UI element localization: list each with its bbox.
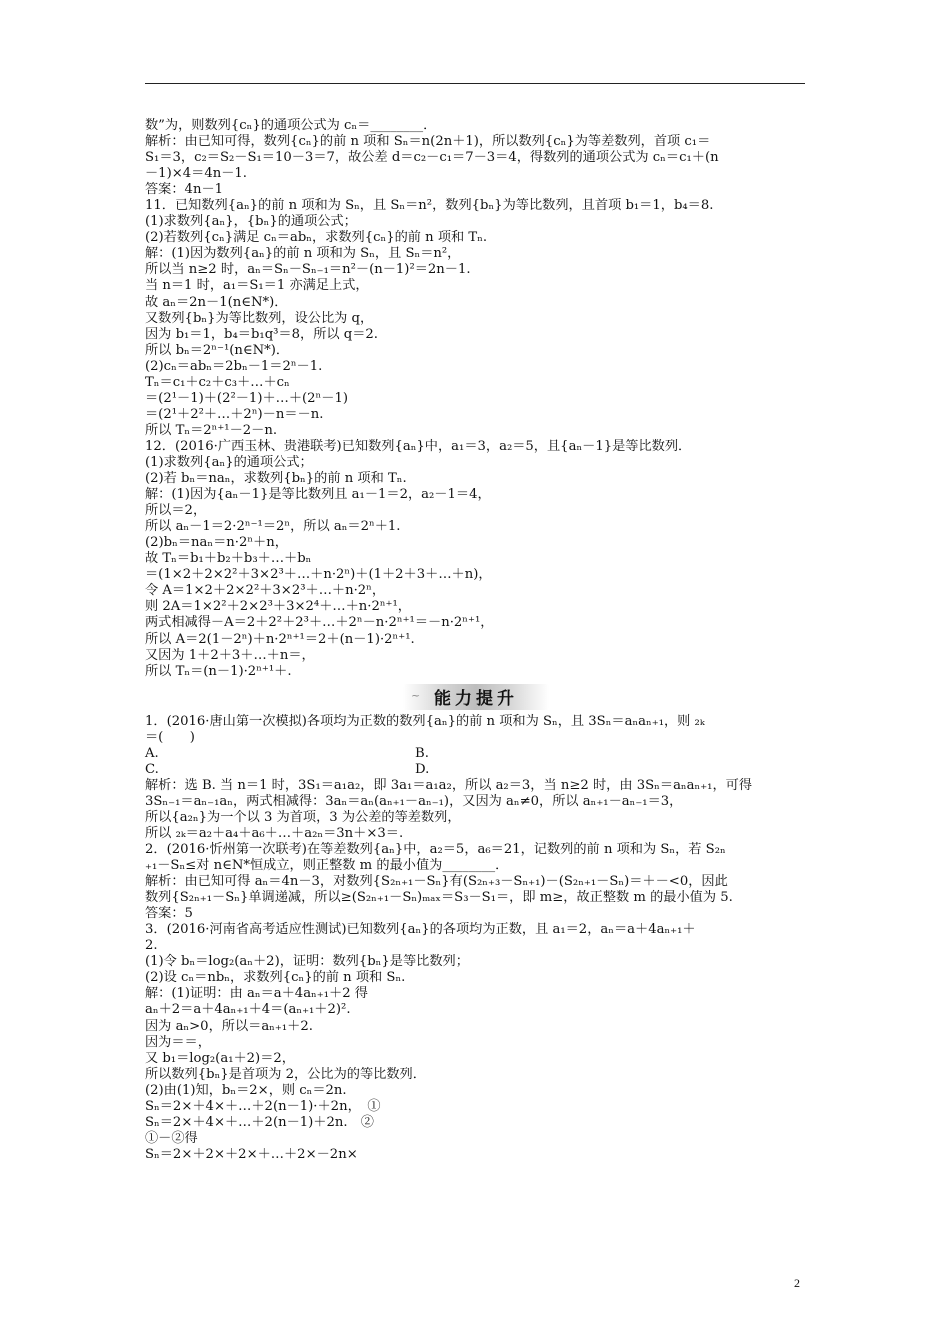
text-line: (2)bₙ＝naₙ＝n·2ⁿ＋n， (145, 535, 288, 551)
text-line: 解：(1)因为数列{aₙ}的前 n 项和为 Sₙ，且 Sₙ＝n²， (145, 246, 461, 262)
banner-decoration-icon: ~ (411, 688, 421, 702)
text-line: aₙ＋2＝a＋4aₙ₊₁＋4＝(aₙ₊₁＋2)². (145, 1002, 351, 1018)
choice-c: C. (145, 761, 159, 777)
text-line: (1)令 bₙ＝log₂(aₙ＋2)，证明：数列{bₙ}是等比数列； (145, 954, 469, 970)
text-line: 解析：选 B. 当 n＝1 时，3S₁＝a₁a₂，即 3a₁＝a₁a₂，所以 a₂＝3，当 n≥2 时，由 3Sₙ＝aₙaₙ₊₁，可得 (145, 777, 753, 793)
text-line: 故 aₙ＝2n－1(n∈N*)． (145, 294, 288, 310)
section-banner-row (145, 680, 807, 714)
text-line: 所以＝2， (145, 503, 207, 519)
text-line: ＝(1×2＋2×2²＋3×2³＋…＋n·2ⁿ)＋(1＋2＋3＋…＋n)， (145, 567, 492, 583)
text-line: 故 Tₙ＝b₁＋b₂＋b₃＋…＋bₙ (145, 551, 312, 567)
text-line: 12．(2016·广西玉林、贵港联考)已知数列{aₙ}中，a₁＝3，a₂＝5，且{aₙ－1}是等比数列． (145, 438, 692, 454)
text-line: 所以 A＝2(1－2ⁿ)＋n·2ⁿ⁺¹＝2＋(n－1)·2ⁿ⁺¹. (145, 631, 415, 647)
text-line: (2)设 cₙ＝nbₙ，求数列{cₙ}的前 n 项和 Sₙ. (145, 970, 406, 986)
text-line: 所以 aₙ－1＝2·2ⁿ⁻¹＝2ⁿ，所以 aₙ＝2ⁿ＋1. (145, 519, 401, 535)
choice-b: B. (415, 745, 429, 761)
text-line: 又因为 1＋2＋3＋…＋n＝， (145, 647, 315, 663)
text-line: 所以 Tₙ＝2ⁿ⁺¹－2－n. (145, 422, 278, 438)
text-line: 11．已知数列{aₙ}的前 n 项和为 Sₙ，且 Sₙ＝n²，数列{bₙ}为等比数列，且首项 b₁＝1，b₄＝8. (145, 198, 714, 214)
header-rule (145, 83, 805, 84)
text-line: 当 n＝1 时，a₁＝S₁＝1 亦满足上式， (145, 278, 369, 294)
text-line: －1)×4＝4n－1. (145, 166, 248, 182)
problem-1-block (145, 714, 807, 746)
text-line: 因为＝＝， (145, 1034, 211, 1050)
text-line: ₊₁－Sₙ≤对 n∈N*恒成立，则正整数 m 的最小值为________． (145, 858, 509, 874)
choice-row (145, 746, 807, 762)
text-line: ＝( ) (145, 729, 195, 745)
text-line: ＝(2¹＋2²＋…＋2ⁿ)－n＝－n. (145, 406, 324, 422)
text-line: (2)由(1)知，bₙ＝2×，则 cₙ＝2n. (145, 1082, 347, 1098)
text-line: 解析：由已知可得 aₙ＝4n－3，对数列{S₂ₙ₊₁－Sₙ}有(S₂ₙ₊₃－Sₙ₊₁)－(S₂ₙ₊₁－Sₙ)＝＋－<0，因此 (145, 874, 728, 890)
text-line: 则 2A＝1×2²＋2×2³＋3×2⁴＋…＋n·2ⁿ⁺¹， (145, 599, 411, 615)
solution-block-top (145, 118, 807, 680)
choice-row (145, 762, 807, 778)
text-line: 所以 bₙ＝2ⁿ⁻¹(n∈N*)． (145, 342, 290, 358)
section-banner (403, 684, 549, 710)
text-line: Sₙ＝2×＋2×＋2×＋…＋2×－2n× (145, 1146, 358, 1162)
text-line: 答案：4n－1 (145, 182, 224, 198)
text-line: (2)若数列{cₙ}满足 cₙ＝abₙ，求数列{cₙ}的前 n 项和 Tₙ. (145, 230, 488, 246)
text-line: 解：(1)因为{aₙ－1}是等比数列且 a₁－1＝2，a₂－1＝4， (145, 487, 491, 503)
text-line: 又 b₁＝log₂(a₁＋2)＝2， (145, 1050, 295, 1066)
text-line: (1)求数列{aₙ}，{bₙ}的通项公式； (145, 214, 357, 230)
text-line: 又数列{bₙ}为等比数列，设公比为 q， (145, 310, 374, 326)
page-number: 2 (794, 1276, 800, 1290)
solution-block-bottom (145, 778, 807, 1163)
text-line: 1．(2016·唐山第一次模拟)各项均为正数的数列{aₙ}的前 n 项和为 Sₙ，且 3Sₙ＝aₙaₙ₊₁，则 ₂ₖ (145, 713, 705, 729)
text-line: 所以 ₂ₖ＝a₂＋a₄＋a₆＋…＋a₂ₙ＝3n＋×3＝. (145, 825, 404, 841)
text-line: ①－②得 (145, 1130, 198, 1146)
text-line: 所以{a₂ₙ}为一个以 3 为首项，3 为公差的等差数列， (145, 809, 461, 825)
text-line: 2. (145, 938, 158, 954)
text-line: 数”为，则数列{cₙ}的通项公式为 cₙ＝________． (145, 118, 437, 133)
text-line: Tₙ＝c₁＋c₂＋c₃＋…＋cₙ (145, 374, 290, 390)
text-line: 解：(1)证明：由 aₙ＝a＋4aₙ₊₁＋2 得 (145, 986, 368, 1002)
section-title: 能力提升 (434, 689, 518, 710)
text-line: 答案：5 (145, 906, 193, 922)
choice-a: A. (145, 745, 159, 761)
document-body (145, 118, 807, 1163)
text-line: 所以 Tₙ＝(n－1)·2ⁿ⁺¹＋. (145, 663, 292, 679)
text-line: 因为 b₁＝1，b₄＝b₁q³＝8，所以 q＝2. (145, 326, 378, 342)
text-line: 2．(2016·忻州第一次联考)在等差数列{aₙ}中，a₂＝5，a₆＝21，记数列的前 n 项和为 Sₙ，若 S₂ₙ (145, 842, 726, 858)
text-line: (1)求数列{aₙ}的通项公式； (145, 454, 313, 470)
text-line: 令 A＝1×2＋2×2²＋3×2³＋…＋n·2ⁿ， (145, 583, 386, 599)
text-line: 3．(2016·河南省高考适应性测试)已知数列{aₙ}的各项均为正数，且 a₁＝2，aₙ＝a＋4aₙ₊₁＋ (145, 922, 696, 938)
text-line: 所以数列{bₙ}是首项为 2，公比为的等比数列． (145, 1066, 426, 1082)
text-line: 因为 aₙ>0，所以＝aₙ₊₁＋2. (145, 1018, 313, 1034)
text-line: 数列{S₂ₙ₊₁－Sₙ}单调递减，所以≥(S₂ₙ₊₁－Sₙ)ₘₐₓ＝S₃－S₁＝，即 m≥，故正整数 m 的最小值为 5. (145, 890, 733, 906)
text-line: 3Sₙ₋₁＝aₙ₋₁aₙ，两式相减得：3aₙ＝aₙ(aₙ₊₁－aₙ₋₁)，又因为 aₙ≠0，所以 aₙ₊₁－aₙ₋₁＝3， (145, 793, 683, 809)
text-line: ＝(2¹－1)＋(2²－1)＋…＋(2ⁿ－1) (145, 390, 348, 406)
text-line: Sₙ＝2×＋4×＋…＋2(n－1)·＋2n， ① (145, 1098, 381, 1114)
text-line: S₁＝3，c₂＝S₂－S₁＝10－3＝7，故公差 d＝c₂－c₁＝7－3＝4，得数列的通项公式为 cₙ＝c₁＋(n (145, 150, 719, 166)
text-line: (2)若 bₙ＝naₙ，求数列{bₙ}的前 n 项和 Tₙ. (145, 471, 407, 487)
text-line: Sₙ＝2×＋4×＋…＋2(n－1)＋2n. ② (145, 1114, 374, 1130)
text-line: 所以当 n≥2 时，aₙ＝Sₙ－Sₙ₋₁＝n²－(n－1)²＝2n－1. (145, 262, 471, 278)
text-line: 解析：由已知可得，数列{cₙ}的前 n 项和 Sₙ＝n(2n＋1)，所以数列{cₙ}为等差数列，首项 c₁＝ (145, 134, 711, 150)
choice-d: D. (415, 761, 430, 777)
text-line: (2)cₙ＝abₙ＝2bₙ－1＝2ⁿ－1. (145, 358, 323, 374)
text-line: 两式相减得－A＝2＋2²＋2³＋…＋2ⁿ－n·2ⁿ⁺¹＝－n·2ⁿ⁺¹， (145, 615, 494, 631)
